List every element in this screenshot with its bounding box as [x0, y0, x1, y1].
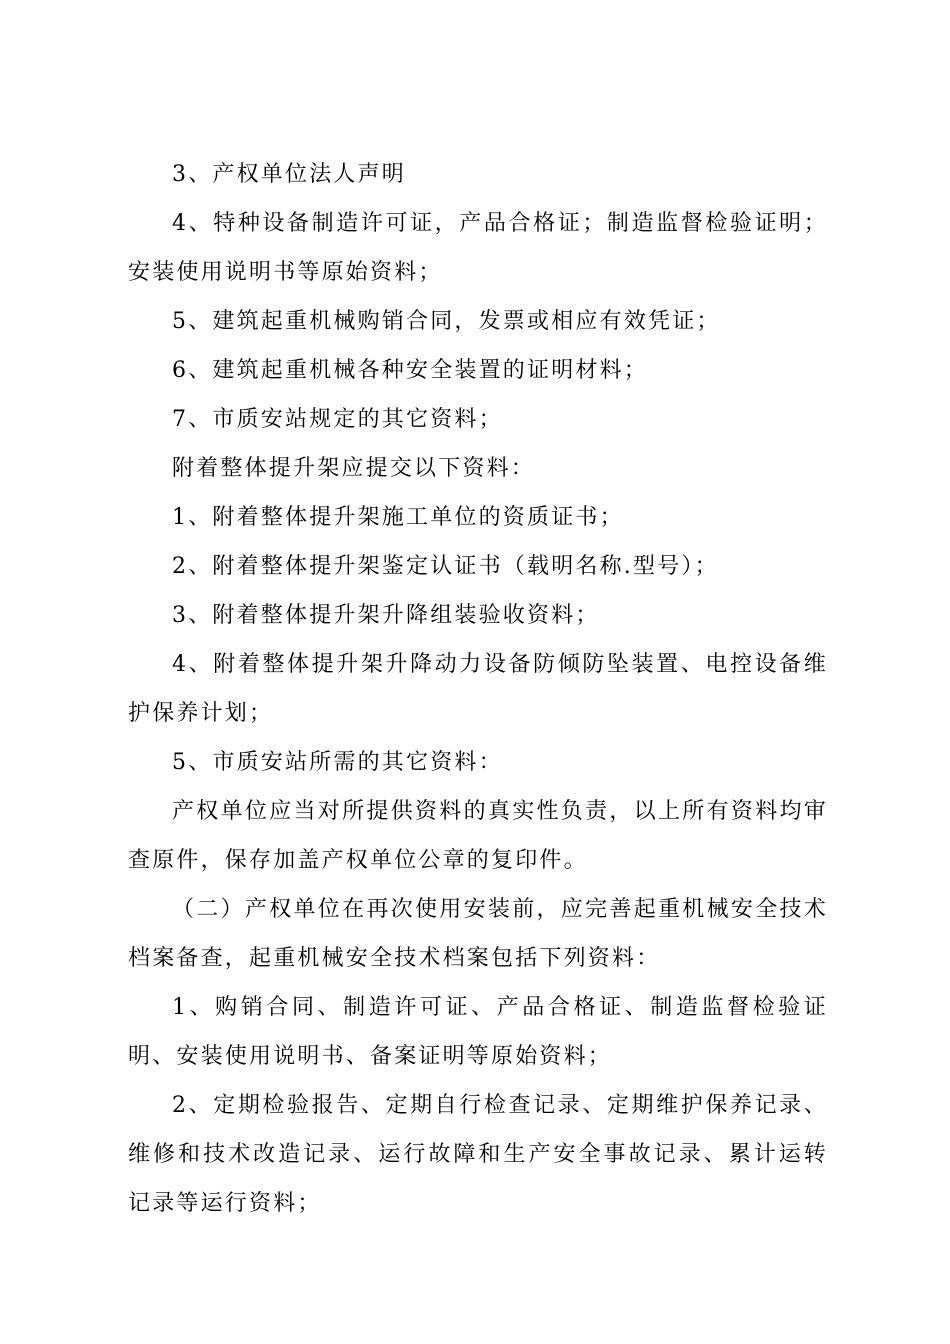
paragraph-frame-item-2-certificate: 2、附着整体提升架鉴定认证书（载明名称.型号）；	[172, 554, 719, 579]
paragraph-authenticity-responsibility: 产权单位应当对所提供资料的真实性负责，以上所有资料均审查原件，保存加盖产权单位公章的复印件。	[128, 799, 828, 873]
paragraph-item-3-owner-declaration: 3、产权单位法人声明	[172, 162, 406, 187]
paragraph-item-6-safety-devices: 6、建筑起重机械各种安全装置的证明材料；	[172, 358, 648, 383]
paragraph-item-7-other-materials: 7、市质安站规定的其它资料；	[172, 407, 503, 432]
paragraph-archive-item-2-operation-records: 2、定期检验报告、定期自行检查记录、定期维护保养记录、维修和技术改造记录、运行故障和生产安全事故记录、累计运转记录等运行资料；	[128, 1093, 828, 1216]
paragraph-item-4-manufacturing-license: 4、特种设备制造许可证，产品合格证；制造监督检验证明；安装使用说明书等原始资料；	[128, 211, 828, 285]
paragraph-archive-item-1-original-docs: 1、购销合同、制造许可证、产品合格证、制造监督检验证明、安装使用说明书、备案证明等原始资料；	[128, 995, 828, 1069]
paragraph-frame-item-5-other-materials: 5、市质安站所需的其它资料：	[172, 750, 503, 775]
paragraph-item-5-purchase-contract: 5、建筑起重机械购销合同，发票或相应有效凭证；	[172, 309, 721, 334]
paragraph-lifting-frame-heading: 附着整体提升架应提交以下资料：	[172, 456, 536, 481]
paragraph-section-two-archive: （二）产权单位在再次使用安装前，应完善起重机械安全技术档案备查，起重机械安全技术档案包括下列资料：	[128, 897, 828, 971]
paragraph-frame-item-3-acceptance: 3、附着整体提升架升降组装验收资料；	[172, 603, 600, 628]
document-body	[128, 150, 828, 1228]
paragraph-frame-item-1-qualification: 1、附着整体提升架施工单位的资质证书；	[172, 505, 624, 530]
paragraph-frame-item-4-maintenance-plan: 4、附着整体提升架升降动力设备防倾防坠装置、电控设备维护保养计划；	[128, 652, 828, 726]
